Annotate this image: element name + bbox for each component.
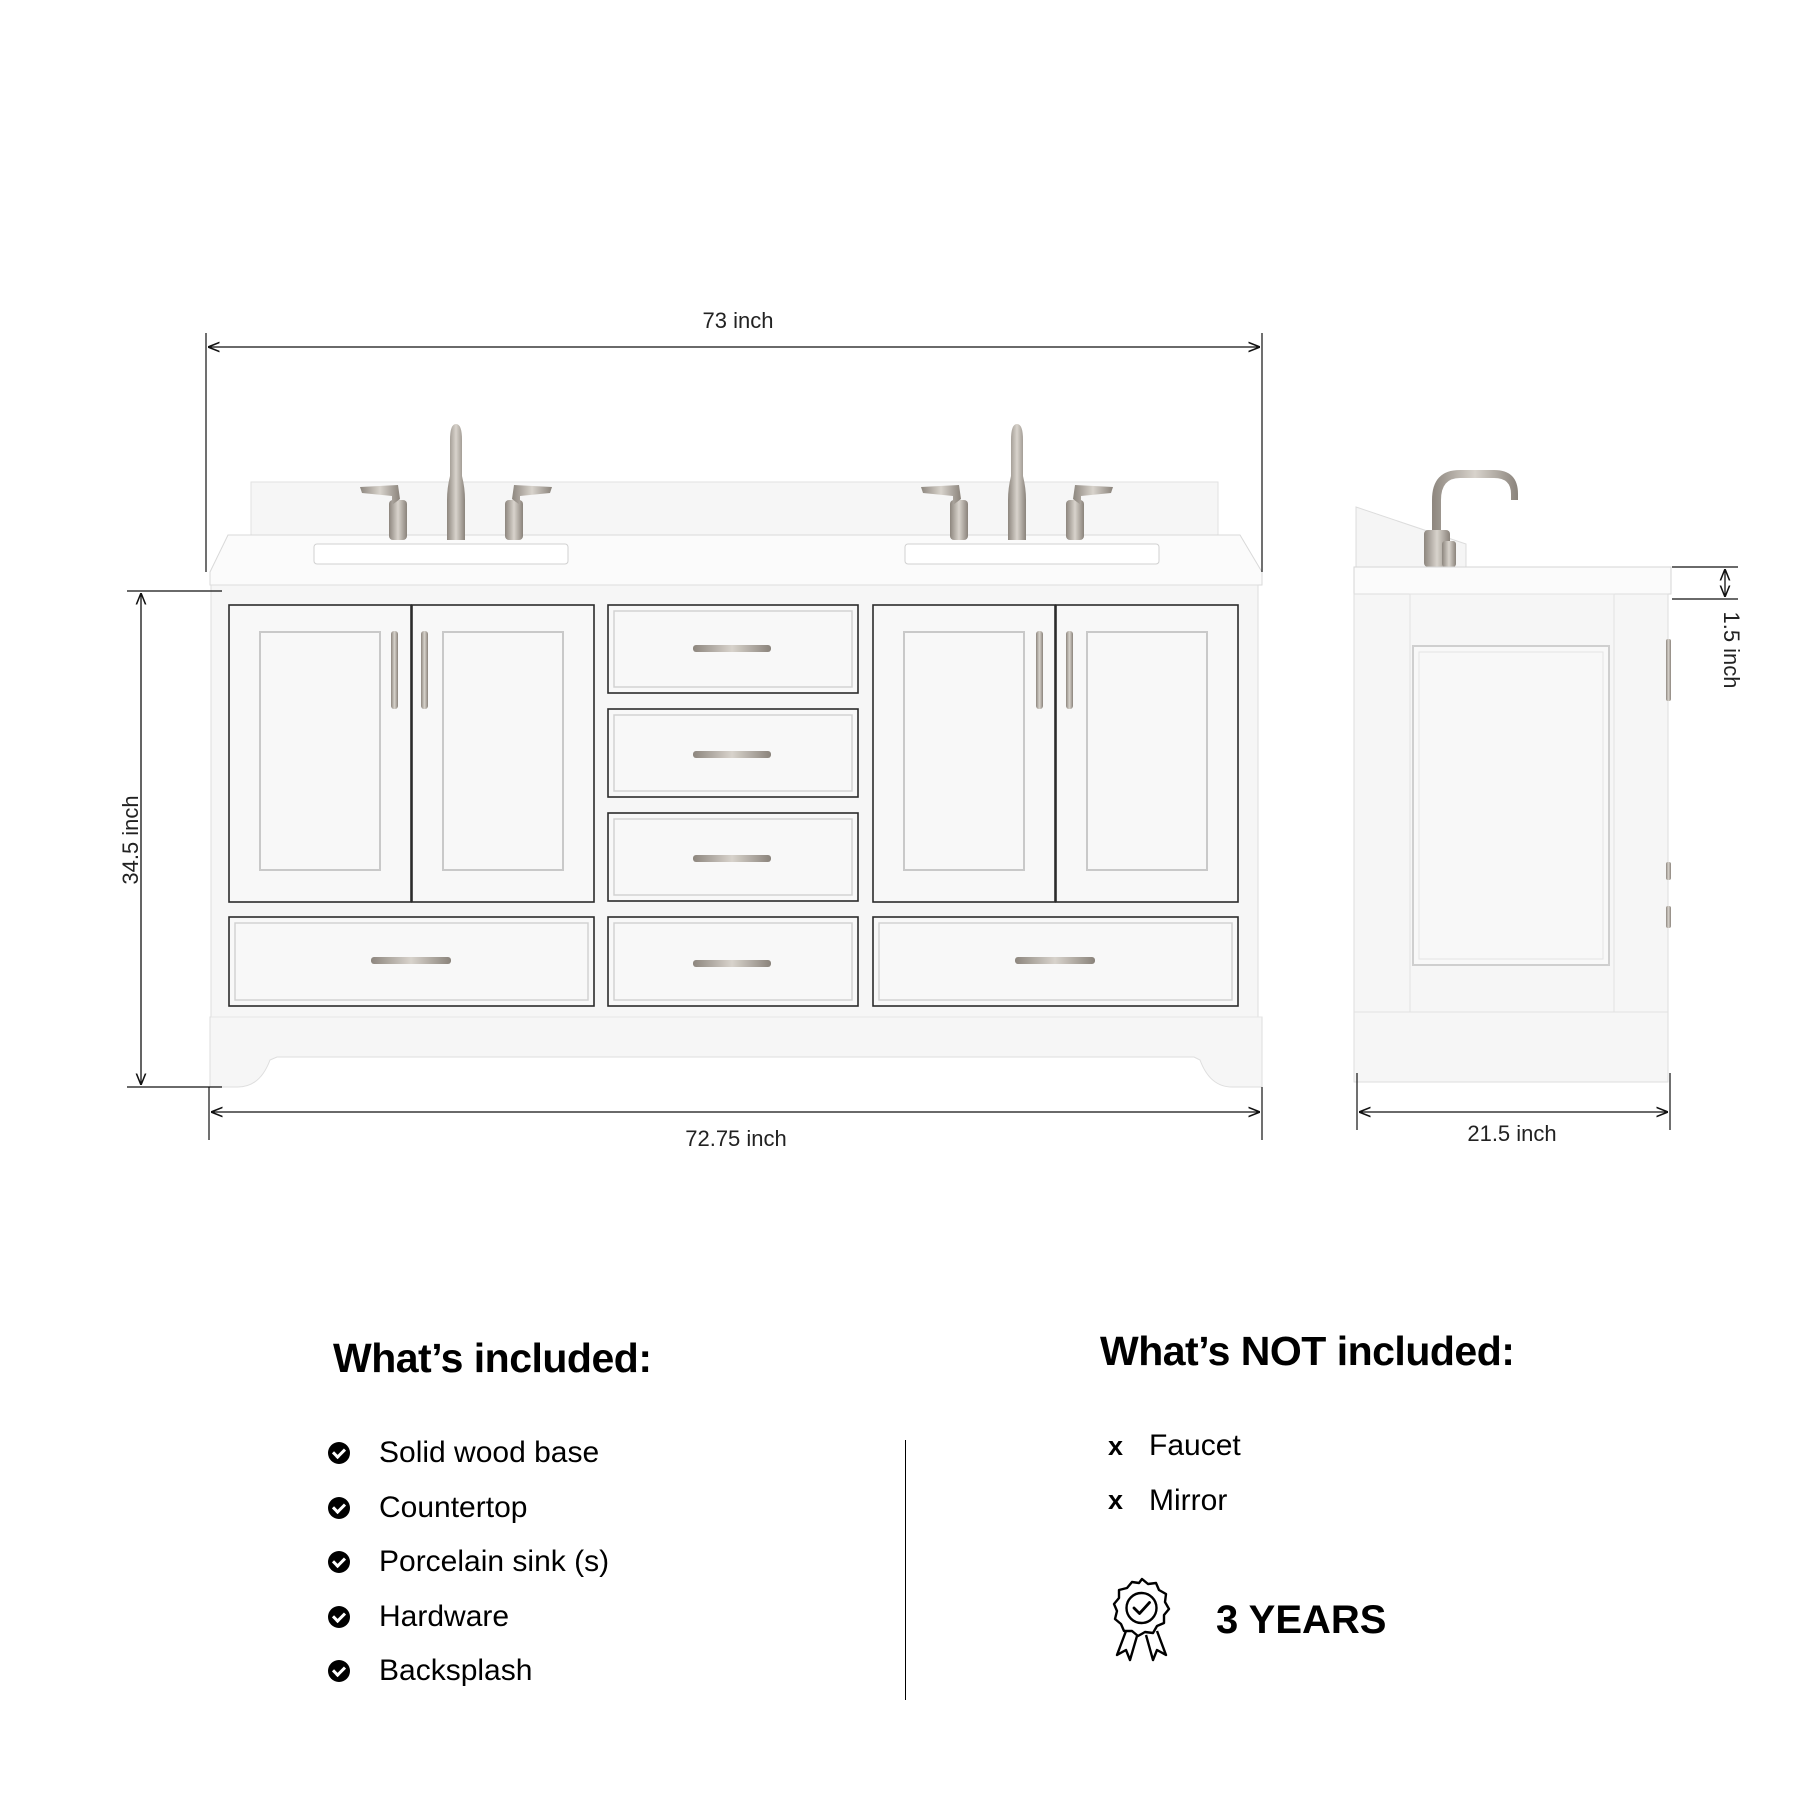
door-handle (1036, 631, 1043, 709)
column-divider (905, 1440, 906, 1700)
dim-label-top-width: 73 inch (702, 308, 774, 333)
list-item (328, 1481, 609, 1536)
dim-label-height: 34.5 inch (118, 795, 143, 885)
list-item (328, 1426, 609, 1481)
included-item-label: Porcelain sink (s) (379, 1545, 610, 1579)
x-mark-icon: x (1108, 1485, 1124, 1516)
check-circle-icon (328, 1606, 350, 1628)
drawer-pull (371, 957, 451, 964)
warranty-badge (1110, 1575, 1386, 1665)
check-circle-icon (328, 1497, 350, 1519)
drawer-pull (693, 855, 771, 862)
door-handle (421, 631, 428, 709)
included-item-label: Countertop (379, 1490, 528, 1524)
drawer-pull (693, 751, 771, 758)
list-item (328, 1644, 609, 1699)
included-item-label: Solid wood base (379, 1436, 600, 1470)
drawer-pull (693, 645, 771, 652)
dimension-height (118, 591, 222, 1087)
not-included-list (1108, 1419, 1241, 1528)
included-list (328, 1426, 609, 1699)
drawer-pull (1015, 957, 1095, 964)
left-door-pair (229, 605, 594, 902)
left-sink (314, 544, 568, 564)
dim-label-bottom-width: 72.75 inch (685, 1126, 787, 1151)
not-included-item-label: Mirror (1149, 1483, 1228, 1517)
door-handle (1066, 631, 1073, 709)
list-item (1108, 1474, 1241, 1529)
front-view (118, 308, 1262, 1151)
side-view (1354, 470, 1744, 1146)
not-included-item-label: Faucet (1149, 1429, 1241, 1463)
ribbon-badge-check-icon (1110, 1575, 1174, 1665)
included-item-label: Backsplash (379, 1654, 533, 1688)
bottom-drawers (229, 917, 1238, 1006)
check-circle-icon (328, 1660, 350, 1682)
side-panel (1413, 646, 1609, 965)
door-handle (391, 631, 398, 709)
list-item (1108, 1419, 1241, 1474)
check-circle-icon (328, 1551, 350, 1573)
right-sink (905, 544, 1159, 564)
dimension-depth (1357, 1073, 1670, 1146)
dimension-bottom-width (209, 1087, 1262, 1151)
drawer-pull (693, 960, 771, 967)
warranty-text: 3 YEARS (1216, 1597, 1387, 1642)
dimension-countertop-thickness (1672, 567, 1744, 689)
included-item-label: Hardware (379, 1599, 510, 1633)
dim-label-depth: 21.5 inch (1467, 1121, 1557, 1146)
check-circle-icon (328, 1442, 350, 1464)
side-faucet (1424, 470, 1518, 567)
not-included-title: What’s NOT included: (1100, 1328, 1515, 1374)
included-title: What’s included: (333, 1335, 652, 1381)
side-countertop (1354, 567, 1671, 594)
list-item (328, 1590, 609, 1645)
dim-label-countertop-thickness: 1.5 inch (1719, 611, 1744, 689)
x-mark-icon: x (1108, 1430, 1124, 1461)
center-drawers (608, 605, 858, 901)
list-item (328, 1535, 609, 1590)
right-door-pair (873, 605, 1238, 902)
